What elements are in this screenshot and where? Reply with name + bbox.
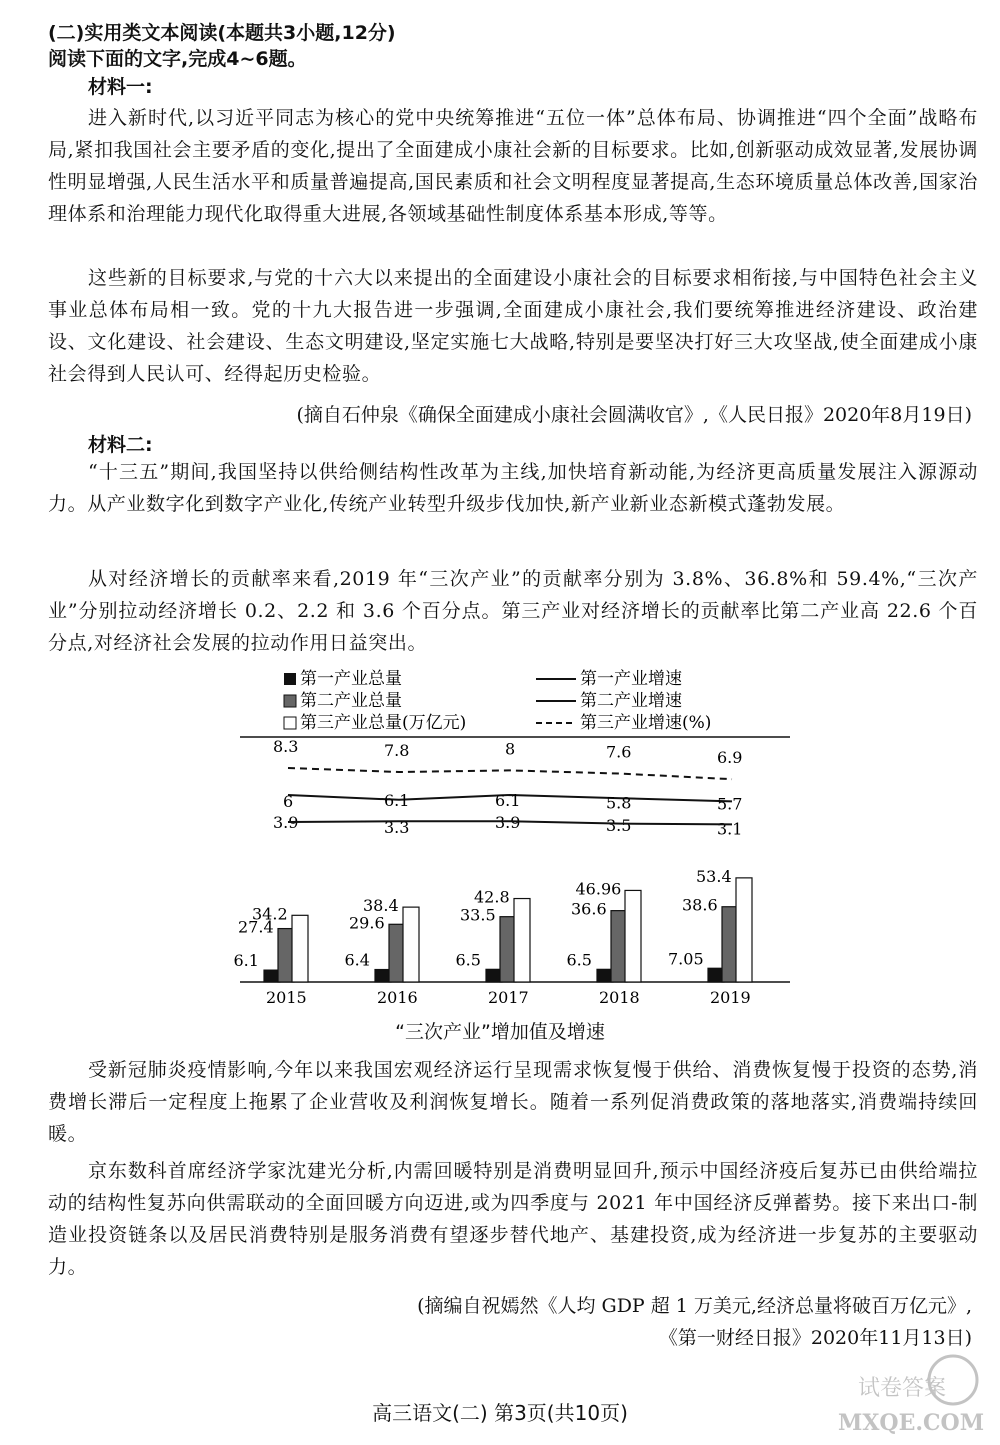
page-footer: 高三语文(二) 第3页(共10页) bbox=[372, 1401, 628, 1425]
watermark-site: MXQE.COM bbox=[838, 1410, 985, 1436]
legend-swatch-tertiary bbox=[284, 717, 296, 729]
bar-label-primary-2017: 6.5 bbox=[455, 950, 481, 970]
legend-label-secondary: 第二产业总量 bbox=[300, 691, 402, 711]
legend-label-tertiary: 第三产业总量(万亿元) bbox=[300, 713, 467, 733]
material-two-paragraph-1: “十三五”期间,我国坚持以供给侧结构性改革为主线,加快培育新动能,为经济更高质量发展注入源源动力。从产业数字化到数字产业化,传统产业转型升级步伐加快,新产业新业态新模式蓬勃发展。 bbox=[48, 461, 978, 515]
x-tick-2015: 2015 bbox=[266, 988, 307, 1007]
bar-label-tertiary-2017: 42.8 bbox=[474, 887, 510, 907]
line-label-tertiary-2015: 8.3 bbox=[273, 737, 299, 756]
line-label-primary-2019: 3.1 bbox=[717, 819, 743, 839]
material-two-paragraph-3: 受新冠肺炎疫情影响,今年以来我国宏观经济运行呈现需求恢复慢于供给、消费恢复慢于投资的态势,消费增长滞后一定程度上拖累了企业营收及利润恢复增长。随着一系列促消费政策的落地落实,消费端持续回暖。 bbox=[48, 1059, 978, 1145]
bar-label-tertiary-2015: 34.2 bbox=[252, 904, 288, 924]
material-one-paragraph-1: 进入新时代,以习近平同志为核心的党中央统筹推进“五位一体”总体布局、协调推进“四个全面”战略布局,紧扣我国社会主要矛盾的变化,提出了全面建成小康社会新的目标要求。比如,创新驱动成效显著,发展协调性明显增强,人民生活水平和质量普遍提高,国民素质和社会文明程度显著提高,生态环境质量总体改善,国家治理体系和治理能力现代化取得重大进展,各领域基础性制度体系基本形成,等等。 bbox=[48, 107, 978, 225]
line-label-secondary-2017: 6.1 bbox=[495, 791, 521, 811]
x-tick-2017: 2017 bbox=[488, 988, 529, 1007]
line-label-secondary-2019: 5.7 bbox=[717, 794, 743, 814]
material-two-label: 材料二: bbox=[88, 434, 153, 456]
chart-legend bbox=[284, 669, 711, 733]
x-tick-2019: 2019 bbox=[710, 988, 751, 1007]
chart-title: “三次产业”增加值及增速 bbox=[395, 1021, 605, 1043]
material-two-source-line-1: (摘编自祝嫣然《人均 GDP 超 1 万美元,经济总量将破百万亿元》, bbox=[417, 1295, 972, 1317]
bar-label-secondary-2018: 36.6 bbox=[571, 899, 607, 919]
line-label-primary-2015: 3.9 bbox=[273, 813, 299, 832]
chart-plot-area bbox=[234, 737, 753, 1007]
x-tick-2016: 2016 bbox=[377, 988, 418, 1007]
line-label-secondary-2016: 6.1 bbox=[384, 791, 410, 811]
bar-label-primary-2019: 7.05 bbox=[668, 949, 704, 969]
legend-swatch-primary bbox=[284, 673, 296, 685]
instruction-line: 阅读下面的文字,完成4~6题。 bbox=[48, 48, 307, 70]
line-tertiary-growth bbox=[288, 768, 732, 779]
line-label-secondary-2018: 5.8 bbox=[606, 793, 632, 813]
material-one-label: 材料一: bbox=[88, 76, 153, 98]
legend-swatch-secondary bbox=[284, 695, 296, 707]
bar-tertiary-2018 bbox=[625, 890, 641, 982]
bar-tertiary-2016 bbox=[403, 907, 419, 982]
bar-label-tertiary-2018: 46.96 bbox=[575, 879, 622, 899]
line-label-primary-2016: 3.3 bbox=[384, 817, 410, 837]
bar-label-tertiary-2016: 38.4 bbox=[363, 896, 399, 916]
bar-tertiary-2019 bbox=[736, 878, 752, 982]
line-label-tertiary-2017: 8 bbox=[505, 739, 516, 759]
x-tick-2018: 2018 bbox=[599, 988, 640, 1007]
bar-label-secondary-2019: 38.6 bbox=[682, 895, 718, 915]
bar-label-secondary-2016: 29.6 bbox=[349, 913, 385, 933]
line-label-tertiary-2019: 6.9 bbox=[717, 748, 743, 768]
bar-label-tertiary-2019: 53.4 bbox=[696, 866, 732, 886]
industry-chart bbox=[0, 662, 1000, 1014]
material-two-paragraph-2: 从对经济增长的贡献率来看,2019 年“三次产业”的贡献率分别为 3.8%、36.8%和 59.4%,“三次产业”分别拉动经济增长 0.2、2.2 和 3.6 个百分点。第三产业对经济增长的贡献率比第二产业高 22.6 个百分点,对经济社会发展的拉动作用日益突出。 bbox=[48, 568, 978, 654]
bar-label-primary-2018: 6.5 bbox=[566, 950, 592, 970]
bar-tertiary-2015 bbox=[292, 915, 308, 982]
line-label-primary-2017: 3.9 bbox=[495, 813, 521, 832]
material-one-source: (摘自石仲泉《确保全面建成小康社会圆满收官》,《人民日报》2020年8月19日) bbox=[296, 404, 972, 426]
line-label-primary-2018: 3.5 bbox=[606, 816, 632, 836]
material-one-paragraph-2: 这些新的目标要求,与党的十六大以来提出的全面建设小康社会的目标要求相衔接,与中国特色社会主义事业总体布局相一致。党的十九大报告进一步强调,全面建成小康社会,我们要统筹推进经济建设、政治建设、文化建设、社会建设、生态文明建设,坚定实施七大战略,特别是要坚决打好三大攻坚战,使全面建成小康社会得到人民认可、经得起历史检验。 bbox=[48, 267, 978, 385]
legend-label-primary: 第一产业总量 bbox=[300, 669, 402, 689]
bar-label-primary-2015: 6.1 bbox=[233, 951, 259, 971]
material-two-source-line-2: 《第一财经日报》2020年11月13日) bbox=[658, 1327, 972, 1349]
legend-label-primary-growth: 第一产业增速 bbox=[580, 669, 682, 689]
watermark-text: 试卷答案 bbox=[858, 1376, 947, 1401]
bar-label-secondary-2015: 27.4 bbox=[238, 917, 274, 937]
line-label-secondary-2015: 6 bbox=[283, 792, 294, 811]
watermark-logo bbox=[818, 1340, 988, 1440]
bar-label-primary-2016: 6.4 bbox=[344, 950, 370, 970]
legend-label-secondary-growth: 第二产业增速 bbox=[580, 691, 682, 711]
section-heading: (二)实用类文本阅读(本题共3小题,12分) bbox=[48, 22, 396, 44]
line-label-tertiary-2018: 7.6 bbox=[606, 742, 632, 762]
material-two-paragraph-4: 京东数科首席经济学家沈建光分析,内需回暖特别是消费明显回升,预示中国经济疫后复苏已由供给端拉动的结构性复苏向供需联动的全面回暖方向迈进,或为四季度与 2021 年中国经济反弹蓄势。接下来出口-制造业投资链条以及居民消费特别是服务消费有望逐步替代地产、基建投资,成为经济进一步复苏的主要驱动力。 bbox=[48, 1160, 978, 1278]
bar-tertiary-2017 bbox=[514, 899, 530, 982]
line-label-tertiary-2016: 7.8 bbox=[384, 741, 410, 760]
legend-label-tertiary-growth: 第三产业增速(%) bbox=[580, 713, 712, 733]
bar-label-secondary-2017: 33.5 bbox=[460, 905, 496, 925]
